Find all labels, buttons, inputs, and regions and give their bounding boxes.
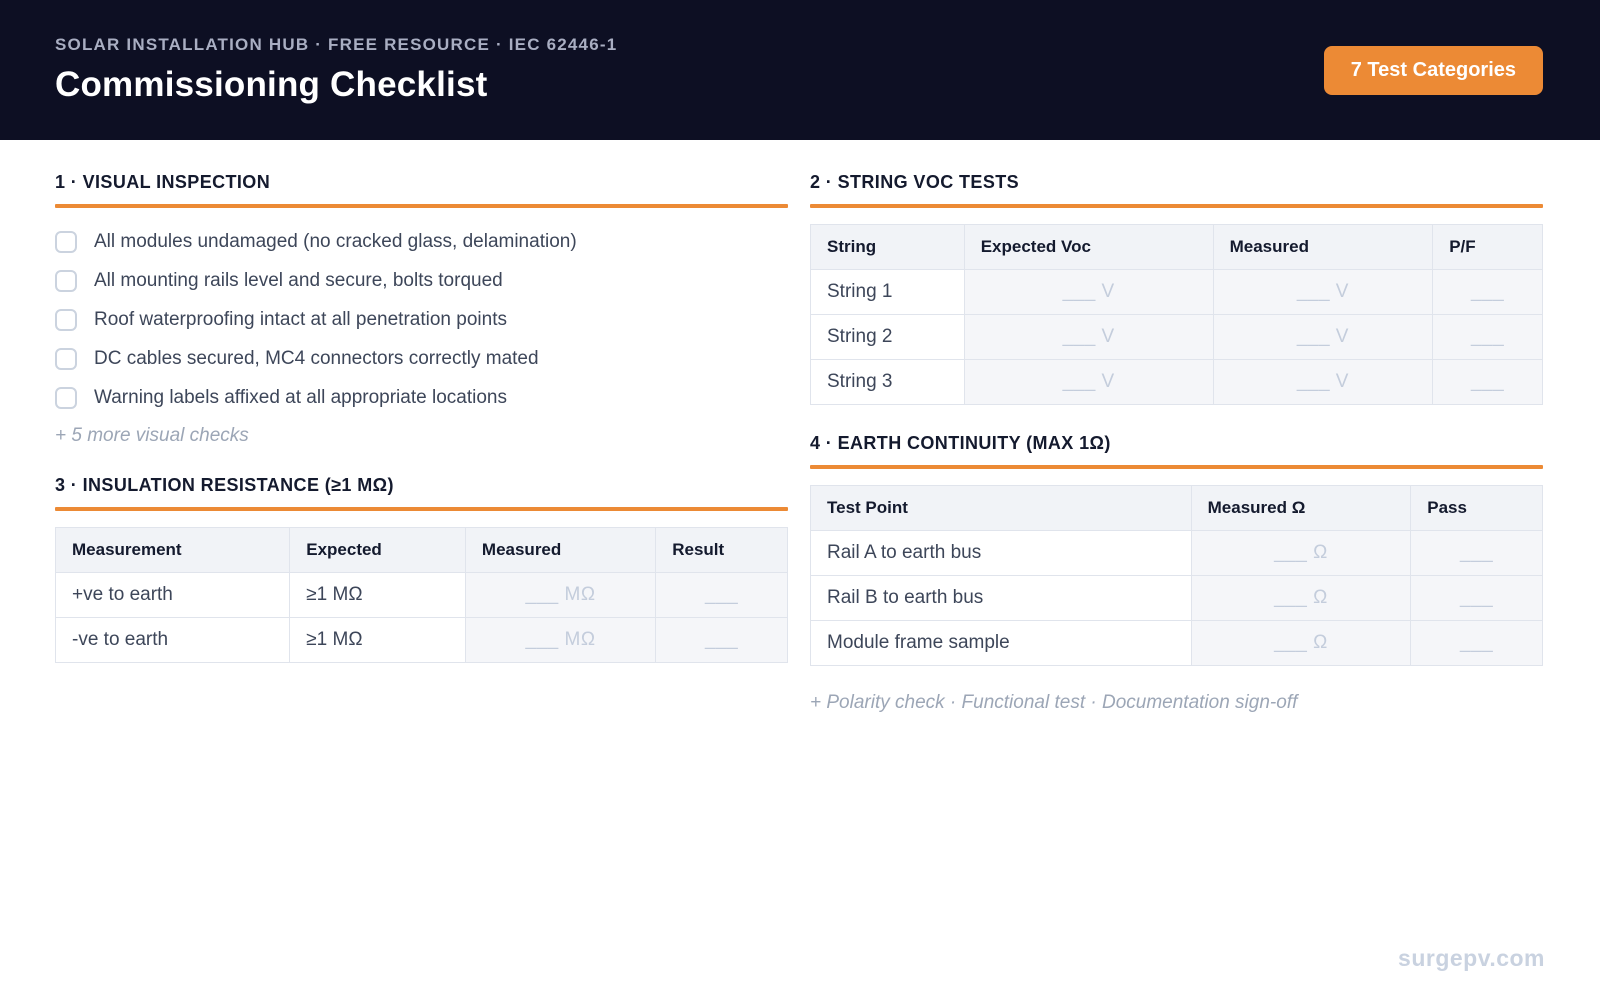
insulation-resistance-table: [55, 527, 788, 663]
checklist-item-label: DC cables secured, MC4 connectors correctly mated: [94, 347, 539, 369]
visual-inspection-checklist: [55, 222, 788, 417]
header-text-group: [55, 35, 617, 105]
test-categories-badge: 7 Test Categories: [1324, 46, 1543, 95]
section-visual-inspection: [55, 172, 788, 447]
table-row: [811, 315, 1543, 360]
watermark: surgepv.com: [1398, 945, 1545, 971]
fill-in-field: ___ V: [964, 270, 1213, 315]
fill-in-field: ___ Ω: [1191, 621, 1411, 666]
table-header-row: [811, 225, 1543, 270]
table-row: [811, 531, 1543, 576]
checklist-item-label: All mounting rails level and secure, bolts torqued: [94, 269, 503, 291]
fill-in-field: ___ V: [1213, 270, 1433, 315]
column-header: P/F: [1433, 225, 1543, 270]
checklist-item: [55, 222, 788, 261]
checklist-item-label: Roof waterproofing intact at all penetration points: [94, 308, 507, 330]
column-header: Measured: [465, 528, 655, 573]
checkbox[interactable]: [55, 270, 77, 292]
column-header: Measured: [1213, 225, 1433, 270]
fill-in-field: ___: [1433, 315, 1543, 360]
fill-in-field: ___: [1411, 576, 1543, 621]
column-header: Measured Ω: [1191, 486, 1411, 531]
section-insulation-resistance: [55, 475, 788, 663]
table-cell: Rail A to earth bus: [811, 531, 1192, 576]
table-row: [56, 618, 788, 663]
checklist-item-label: All modules undamaged (no cracked glass, delamination): [94, 230, 577, 252]
table-cell: String 3: [811, 360, 965, 405]
checklist-item: [55, 378, 788, 417]
right-column: [810, 172, 1543, 714]
column-header: Test Point: [811, 486, 1192, 531]
column-header: Pass: [1411, 486, 1543, 531]
checkbox[interactable]: [55, 309, 77, 331]
fill-in-field: ___: [656, 618, 788, 663]
section-earth-continuity: [810, 433, 1543, 714]
column-header: Expected: [290, 528, 466, 573]
checkbox[interactable]: [55, 387, 77, 409]
table-row: [811, 576, 1543, 621]
checklist-item-label: Warning labels affixed at all appropriate locations: [94, 386, 507, 408]
fill-in-field: ___: [1411, 531, 1543, 576]
table-row: [56, 573, 788, 618]
fill-in-field: ___: [1433, 270, 1543, 315]
visual-inspection-heading: 1 · VISUAL INSPECTION: [55, 172, 271, 192]
more-visual-checks-note: + 5 more visual checks: [55, 425, 249, 446]
table-row: [811, 360, 1543, 405]
additional-tests-note: + Polarity check · Functional test · Documentation sign-off: [810, 692, 1298, 713]
fill-in-field: ___ MΩ: [465, 618, 655, 663]
table-cell: String 1: [811, 270, 965, 315]
fill-in-field: ___ V: [1213, 360, 1433, 405]
table-cell: ≥1 MΩ: [290, 618, 466, 663]
header-eyebrow: SOLAR INSTALLATION HUB · FREE RESOURCE · IEC 62446-1: [55, 35, 618, 54]
checkbox[interactable]: [55, 231, 77, 253]
fill-in-field: ___ V: [964, 360, 1213, 405]
table-header-row: [56, 528, 788, 573]
insulation-resistance-heading: 3 · INSULATION RESISTANCE (≥1 MΩ): [55, 475, 394, 495]
table-cell: Rail B to earth bus: [811, 576, 1192, 621]
section-divider: [55, 204, 788, 208]
table-cell: Module frame sample: [811, 621, 1192, 666]
table-cell: String 2: [811, 315, 965, 360]
table-header-row: [811, 486, 1543, 531]
string-voc-heading: 2 · STRING VOC TESTS: [810, 172, 1020, 192]
column-header: Measurement: [56, 528, 290, 573]
fill-in-field: ___ Ω: [1191, 531, 1411, 576]
fill-in-field: ___ V: [1213, 315, 1433, 360]
header-banner: [0, 0, 1600, 140]
earth-continuity-heading: 4 · EARTH CONTINUITY (MAX 1Ω): [810, 433, 1111, 453]
checklist-item: [55, 300, 788, 339]
section-divider: [810, 465, 1543, 469]
section-string-voc-tests: [810, 172, 1543, 405]
column-header: Result: [656, 528, 788, 573]
section-divider: [810, 204, 1543, 208]
checklist-item: [55, 339, 788, 378]
fill-in-field: ___: [656, 573, 788, 618]
column-header: String: [811, 225, 965, 270]
fill-in-field: ___ V: [964, 315, 1213, 360]
fill-in-field: ___ MΩ: [465, 573, 655, 618]
left-column: [55, 172, 788, 663]
content-grid: [0, 140, 1600, 714]
fill-in-field: ___: [1411, 621, 1543, 666]
table-row: [811, 270, 1543, 315]
table-cell: ≥1 MΩ: [290, 573, 466, 618]
page-title: Commissioning Checklist: [55, 65, 488, 104]
section-divider: [55, 507, 788, 511]
table-cell: +ve to earth: [56, 573, 290, 618]
checkbox[interactable]: [55, 348, 77, 370]
string-voc-table: [810, 224, 1543, 405]
earth-continuity-table: [810, 485, 1543, 666]
fill-in-field: ___ Ω: [1191, 576, 1411, 621]
checklist-item: [55, 261, 788, 300]
table-row: [811, 621, 1543, 666]
fill-in-field: ___: [1433, 360, 1543, 405]
table-cell: -ve to earth: [56, 618, 290, 663]
column-header: Expected Voc: [964, 225, 1213, 270]
